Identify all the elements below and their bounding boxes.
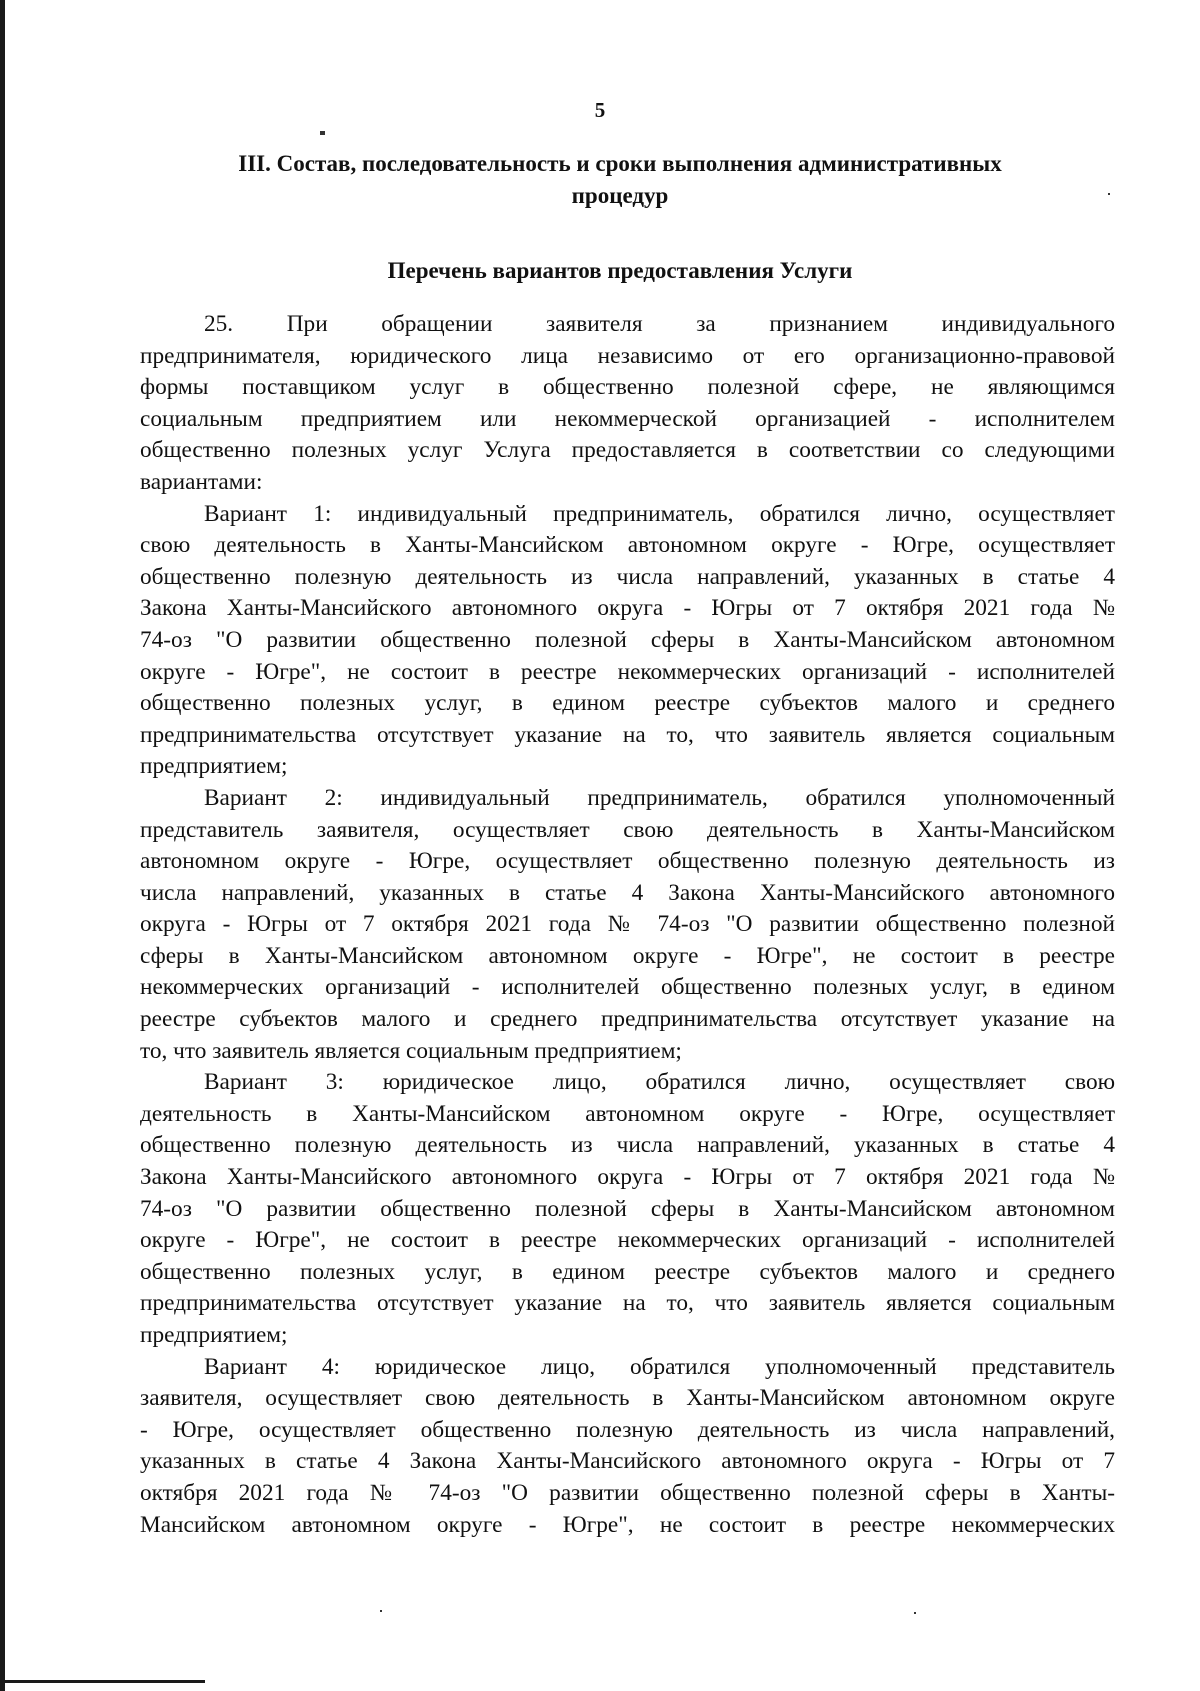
scan-speck: [914, 1612, 916, 1614]
paragraph-item-25: [140, 309, 1115, 499]
text-line: Вариант 4: юридическое лицо, обратился уполномоченный представитель: [204, 1353, 1115, 1380]
text-line: - Югре, осуществляет общественно полезную деятельность из числа направлений,: [140, 1416, 1115, 1443]
text-line: предпринимательства отсутствует указание на то, что заявитель является социальным: [140, 721, 1115, 748]
subsection-title: Перечень вариантов предоставления Услуги: [387, 258, 853, 283]
text-line: округе - Югре", не состоит в реестре некоммерческих организаций - исполнителей: [140, 658, 1115, 685]
page-number: 5: [594, 98, 606, 122]
text-line: вариантами:: [140, 468, 263, 495]
text-line: округа - Югры от 7 октября 2021 года № 74-оз "О развитии общественно полезной: [140, 911, 1115, 938]
text-line: представитель заявителя, осуществляет свою деятельность в Ханты-Мансийском: [140, 816, 1115, 843]
paragraph-variant-4: [140, 1352, 1115, 1542]
text-line: Вариант 3: юридическое лицо, обратился лично, осуществляет свою: [204, 1069, 1115, 1096]
text-line: общественно полезную деятельность из числа направлений, указанных в статье 4: [140, 563, 1115, 590]
scan-speck: [320, 131, 325, 135]
text-line: Закона Ханты-Мансийского автономного округа - Югры от 7 октября 2021 года №: [140, 1164, 1115, 1191]
text-line: заявителя, осуществляет свою деятельность в Ханты-Мансийском автономном округе: [140, 1385, 1115, 1412]
scan-speck: [1108, 193, 1110, 195]
text-line: социальным предприятием или некоммерческой организацией - исполнителем: [140, 405, 1115, 432]
section-title: [140, 148, 1100, 212]
text-line: октября 2021 года № 74-оз "О развитии общественно полезной сферы в Ханты-: [140, 1479, 1115, 1506]
text-line: 74-оз "О развитии общественно полезной сферы в Ханты-Мансийском автономном: [140, 1195, 1115, 1222]
text-line: указанных в статье 4 Закона Ханты-Мансийского автономного округа - Югры от 7: [140, 1448, 1115, 1475]
text-line: формы поставщиком услуг в общественно полезной сфере, не являющимся: [140, 374, 1115, 401]
text-line: Закона Ханты-Мансийского автономного округа - Югры от 7 октября 2021 года №: [140, 595, 1115, 622]
text-line: то, что заявитель является социальным предприятием;: [140, 1037, 682, 1064]
text-line: общественно полезных услуг, в едином реестре субъектов малого и среднего: [140, 690, 1115, 717]
text-line: 74-оз "О развитии общественно полезной сферы в Ханты-Мансийском автономном: [140, 626, 1115, 653]
text-line: предприятием;: [140, 1322, 288, 1348]
section-title-line-2: процедур: [571, 183, 669, 208]
text-line: предприятием;: [140, 753, 288, 780]
scan-speck: [380, 1610, 382, 1612]
text-line: числа направлений, указанных в статье 4 Закона Ханты-Мансийского автономного: [140, 879, 1115, 906]
text-line: автономном округе - Югре, осуществляет общественно полезную деятельность из: [140, 848, 1115, 875]
scan-left-border: [0, 0, 5, 1691]
text-line: Вариант 1: индивидуальный предприниматель, обратился лично, осуществляет: [204, 500, 1115, 527]
paragraph-variant-1: [140, 499, 1115, 783]
text-line: общественно полезных услуг Услуга предоставляется в соответствии со следующими: [140, 437, 1115, 464]
text-line: 25. При обращении заявителя за признанием индивидуального: [204, 311, 1115, 337]
text-line: деятельность в Ханты-Мансийском автономном округе - Югре, осуществляет: [140, 1100, 1115, 1127]
section-title-line-1: III. Состав, последовательность и сроки выполнения административных: [238, 151, 1002, 176]
text-line: округе - Югре", не состоит в реестре некоммерческих организаций - исполнителей: [140, 1227, 1115, 1254]
paragraph-variant-2: [140, 783, 1115, 1067]
text-line: свою деятельность в Ханты-Мансийском автономном округе - Югре, осуществляет: [140, 532, 1115, 559]
text-line: общественно полезную деятельность из числа направлений, указанных в статье 4: [140, 1132, 1115, 1159]
text-line: предпринимательства отсутствует указание на то, что заявитель является социальным: [140, 1290, 1115, 1317]
text-line: сферы в Ханты-Мансийском автономном округе - Югре", не состоит в реестре: [140, 942, 1115, 969]
text-line: предпринимателя, юридического лица независимо от его организационно-правовой: [140, 342, 1115, 369]
text-line: некоммерческих организаций - исполнителей общественно полезных услуг, в едином: [140, 974, 1115, 1001]
paragraph-variant-3: [140, 1067, 1115, 1351]
text-line: Мансийском автономном округе - Югре", не состоит в реестре некоммерческих: [140, 1511, 1115, 1538]
text-line: Вариант 2: индивидуальный предприниматель, обратился уполномоченный: [204, 784, 1115, 811]
text-line: реестре субъектов малого и среднего предпринимательства отсутствует указание на: [140, 1006, 1115, 1033]
text-line: общественно полезных услуг, в едином реестре субъектов малого и среднего: [140, 1258, 1115, 1285]
scan-bottom-border: [0, 1680, 205, 1683]
body-text: [140, 309, 1115, 1541]
